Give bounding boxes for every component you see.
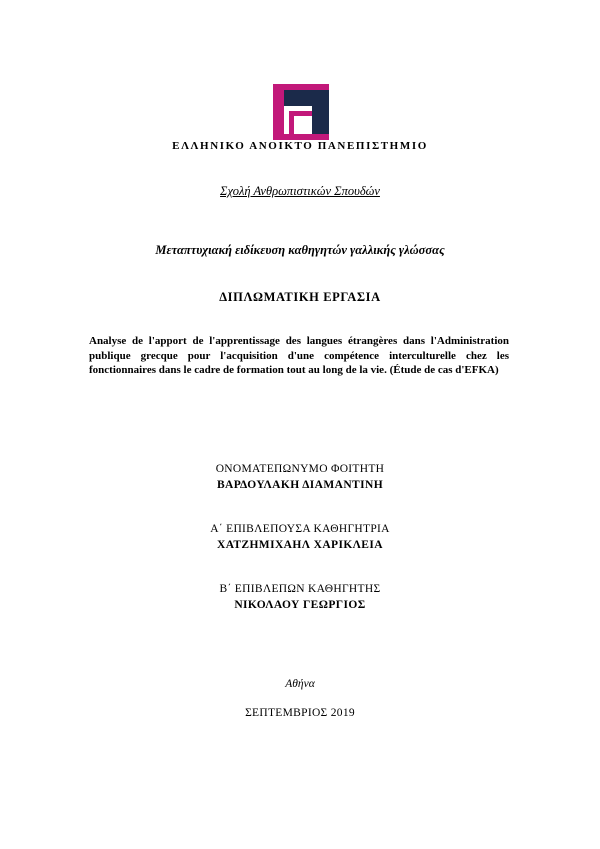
student-label: ΟΝΟΜΑΤΕΠΩΝΥΜΟ ΦΟΙΤΗΤΗ xyxy=(215,463,385,475)
supervisor-b-name: ΝΙΚΟΛΑΟΥ ΓΕΩΡΓΙΟΣ xyxy=(234,599,366,611)
student-name: ΒΑΡΔΟΥΛΑΚΗ ΔΙΑΜΑΝΤΙΝΗ xyxy=(216,479,384,491)
thesis-title: Analyse de l'apport de l'apprentissage des langues étrangères dans l'Administration publique grecque pour l'acquisition d'une compétence interculturelle chez les fonctionnaires dans le cadre de formation tout au long de la vie. (Étude de cas d'EFKA) xyxy=(89,335,509,376)
university-logo-icon xyxy=(273,84,329,140)
thesis-label: ΔΙΠΛΩΜΑΤΙΚΗ ΕΡΓΑΣΙΑ xyxy=(219,290,381,304)
supervisor-b-label: Β΄ ΕΠΙΒΛΕΠΩΝ ΚΑΘΗΓΗΤΗΣ xyxy=(219,583,381,595)
school-name: Σχολή Ανθρωπιστικών Σπουδών xyxy=(220,184,380,198)
supervisor-a-name: ΧΑΤΖΗΜΙΧΑΗΛ ΧΑΡΙΚΛΕΙΑ xyxy=(217,539,383,551)
city: Αθήνα xyxy=(285,678,315,690)
university-name: ΕΛΛΗΝΙΚΟ ΑΝΟΙΚΤΟ ΠΑΝΕΠΙΣΤΗΜΙΟ xyxy=(172,140,428,152)
date: ΣΕΠΤΕΜΒΡΙΟΣ 2019 xyxy=(245,707,355,719)
specialization-title: Μεταπτυχιακή ειδίκευση καθηγητών γαλλικής γλώσσας xyxy=(155,243,445,257)
supervisor-a-label: Α΄ ΕΠΙΒΛΕΠΟΥΣΑ ΚΑΘΗΓΗΤΡΙΑ xyxy=(210,523,390,535)
